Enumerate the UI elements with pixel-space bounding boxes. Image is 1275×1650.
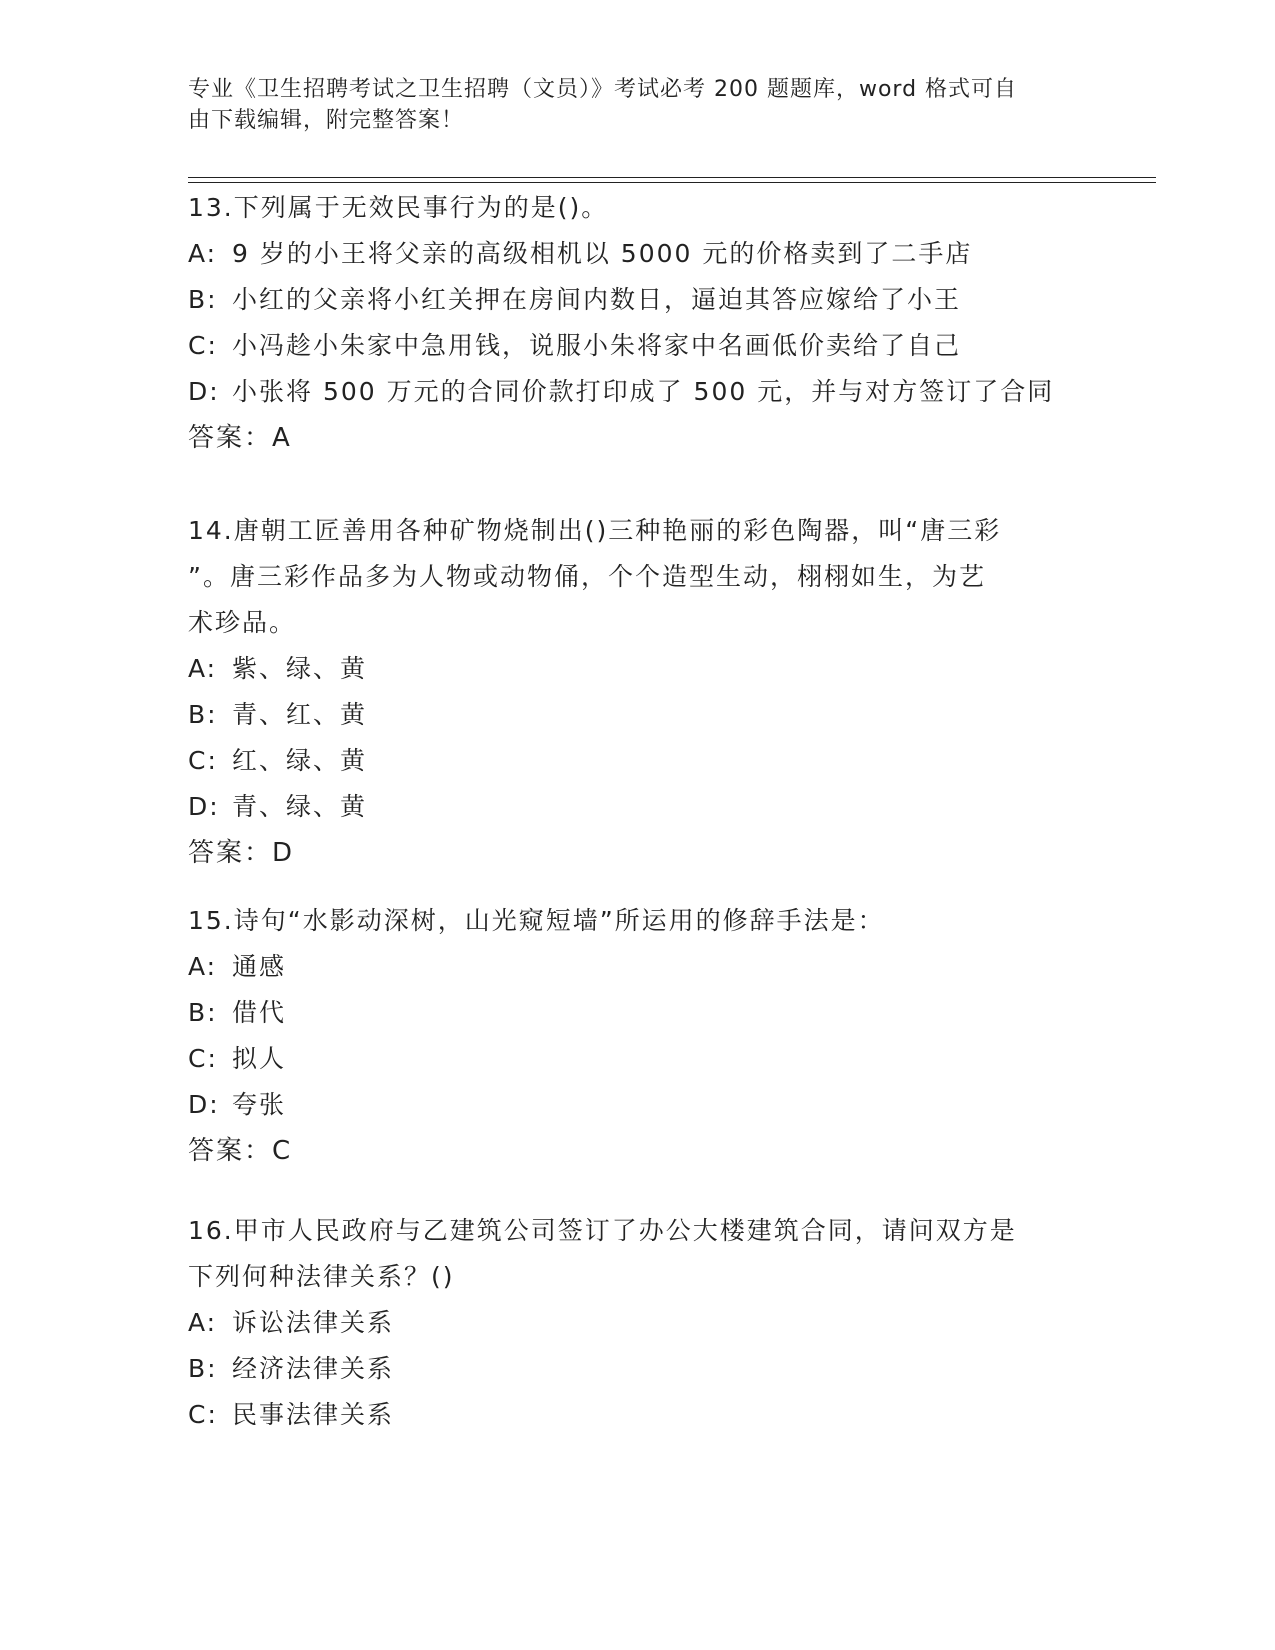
option-text: 拟人 (232, 1044, 287, 1073)
option-a (188, 944, 1088, 990)
option-d (188, 1082, 1088, 1128)
option-b (188, 692, 1088, 738)
option-letter: D: (188, 1090, 220, 1119)
option-letter: C: (188, 1400, 218, 1429)
option-text: 经济法律关系 (232, 1354, 395, 1383)
option-letter: D: (188, 377, 220, 406)
question-stem-line-2: 下列何种法律关系？() (188, 1262, 455, 1291)
option-b (188, 1346, 1088, 1392)
option-letter: A: (188, 952, 218, 981)
question-16 (188, 1208, 1088, 1438)
option-letter: B: (188, 1354, 218, 1383)
option-b (188, 277, 1088, 323)
option-text: 9 岁的小王将父亲的高级相机以 5000 元的价格卖到了二手店 (232, 239, 973, 268)
option-c (188, 1392, 1088, 1438)
option-letter: C: (188, 1044, 218, 1073)
option-c (188, 1036, 1088, 1082)
option-letter: B: (188, 285, 218, 314)
option-letter: D: (188, 792, 220, 821)
header-divider-top (188, 177, 1156, 178)
question-stem: 13.下列属于无效民事行为的是()。 (188, 193, 609, 222)
option-a (188, 1300, 1088, 1346)
option-text: 小红的父亲将小红关押在房间内数日，逼迫其答应嫁给了小王 (232, 285, 962, 314)
option-letter: A: (188, 654, 218, 683)
option-a (188, 231, 1088, 277)
question-stem-line-2: ”。唐三彩作品多为人物或动物俑，个个造型生动，栩栩如生，为艺 (188, 562, 986, 591)
option-letter: A: (188, 1308, 218, 1337)
option-letter: B: (188, 998, 218, 1027)
option-text: 红、绿、黄 (232, 746, 368, 775)
answer-line: 答案：D (188, 838, 295, 868)
question-13 (188, 185, 1088, 461)
answer-line: 答案：C (188, 1136, 293, 1166)
question-stem: 15.诗句“水影动深树，山光窥短墙”所运用的修辞手法是： (188, 906, 885, 935)
option-text: 夸张 (232, 1090, 287, 1119)
option-a (188, 646, 1088, 692)
header-divider-bottom (188, 182, 1156, 183)
option-text: 借代 (232, 998, 287, 1027)
option-b (188, 990, 1088, 1036)
option-letter: B: (188, 700, 218, 729)
option-text: 诉讼法律关系 (232, 1308, 395, 1337)
option-text: 通感 (232, 952, 287, 981)
option-text: 小冯趁小朱家中急用钱，说服小朱将家中名画低价卖给了自己 (232, 331, 962, 360)
header-line-1: 专业《卫生招聘考试之卫生招聘（文员）》考试必考 200 题题库，word 格式可自 (188, 77, 1018, 102)
question-stem-line-1: 14.唐朝工匠善用各种矿物烧制出()三种艳丽的彩色陶器，叫“唐三彩 (188, 516, 1002, 545)
option-letter: C: (188, 331, 218, 360)
document-header (188, 74, 1088, 136)
option-text: 小张将 500 万元的合同价款打印成了 500 元，并与对方签订了合同 (232, 377, 1055, 406)
question-stem-line-3: 术珍品。 (188, 608, 297, 637)
header-line-2: 由下载编辑，附完整答案！ (188, 108, 465, 133)
answer-line: 答案：A (188, 423, 292, 453)
option-text: 青、红、黄 (232, 700, 368, 729)
question-stem-line-1: 16.甲市人民政府与乙建筑公司签订了办公大楼建筑合同，请问双方是 (188, 1216, 1017, 1245)
option-letter: A: (188, 239, 218, 268)
option-text: 民事法律关系 (232, 1400, 395, 1429)
option-letter: C: (188, 746, 218, 775)
question-14 (188, 508, 1088, 876)
option-text: 青、绿、黄 (232, 792, 368, 821)
option-c (188, 738, 1088, 784)
option-d (188, 369, 1088, 415)
question-15 (188, 898, 1088, 1174)
option-d (188, 784, 1088, 830)
option-c (188, 323, 1088, 369)
option-text: 紫、绿、黄 (232, 654, 368, 683)
